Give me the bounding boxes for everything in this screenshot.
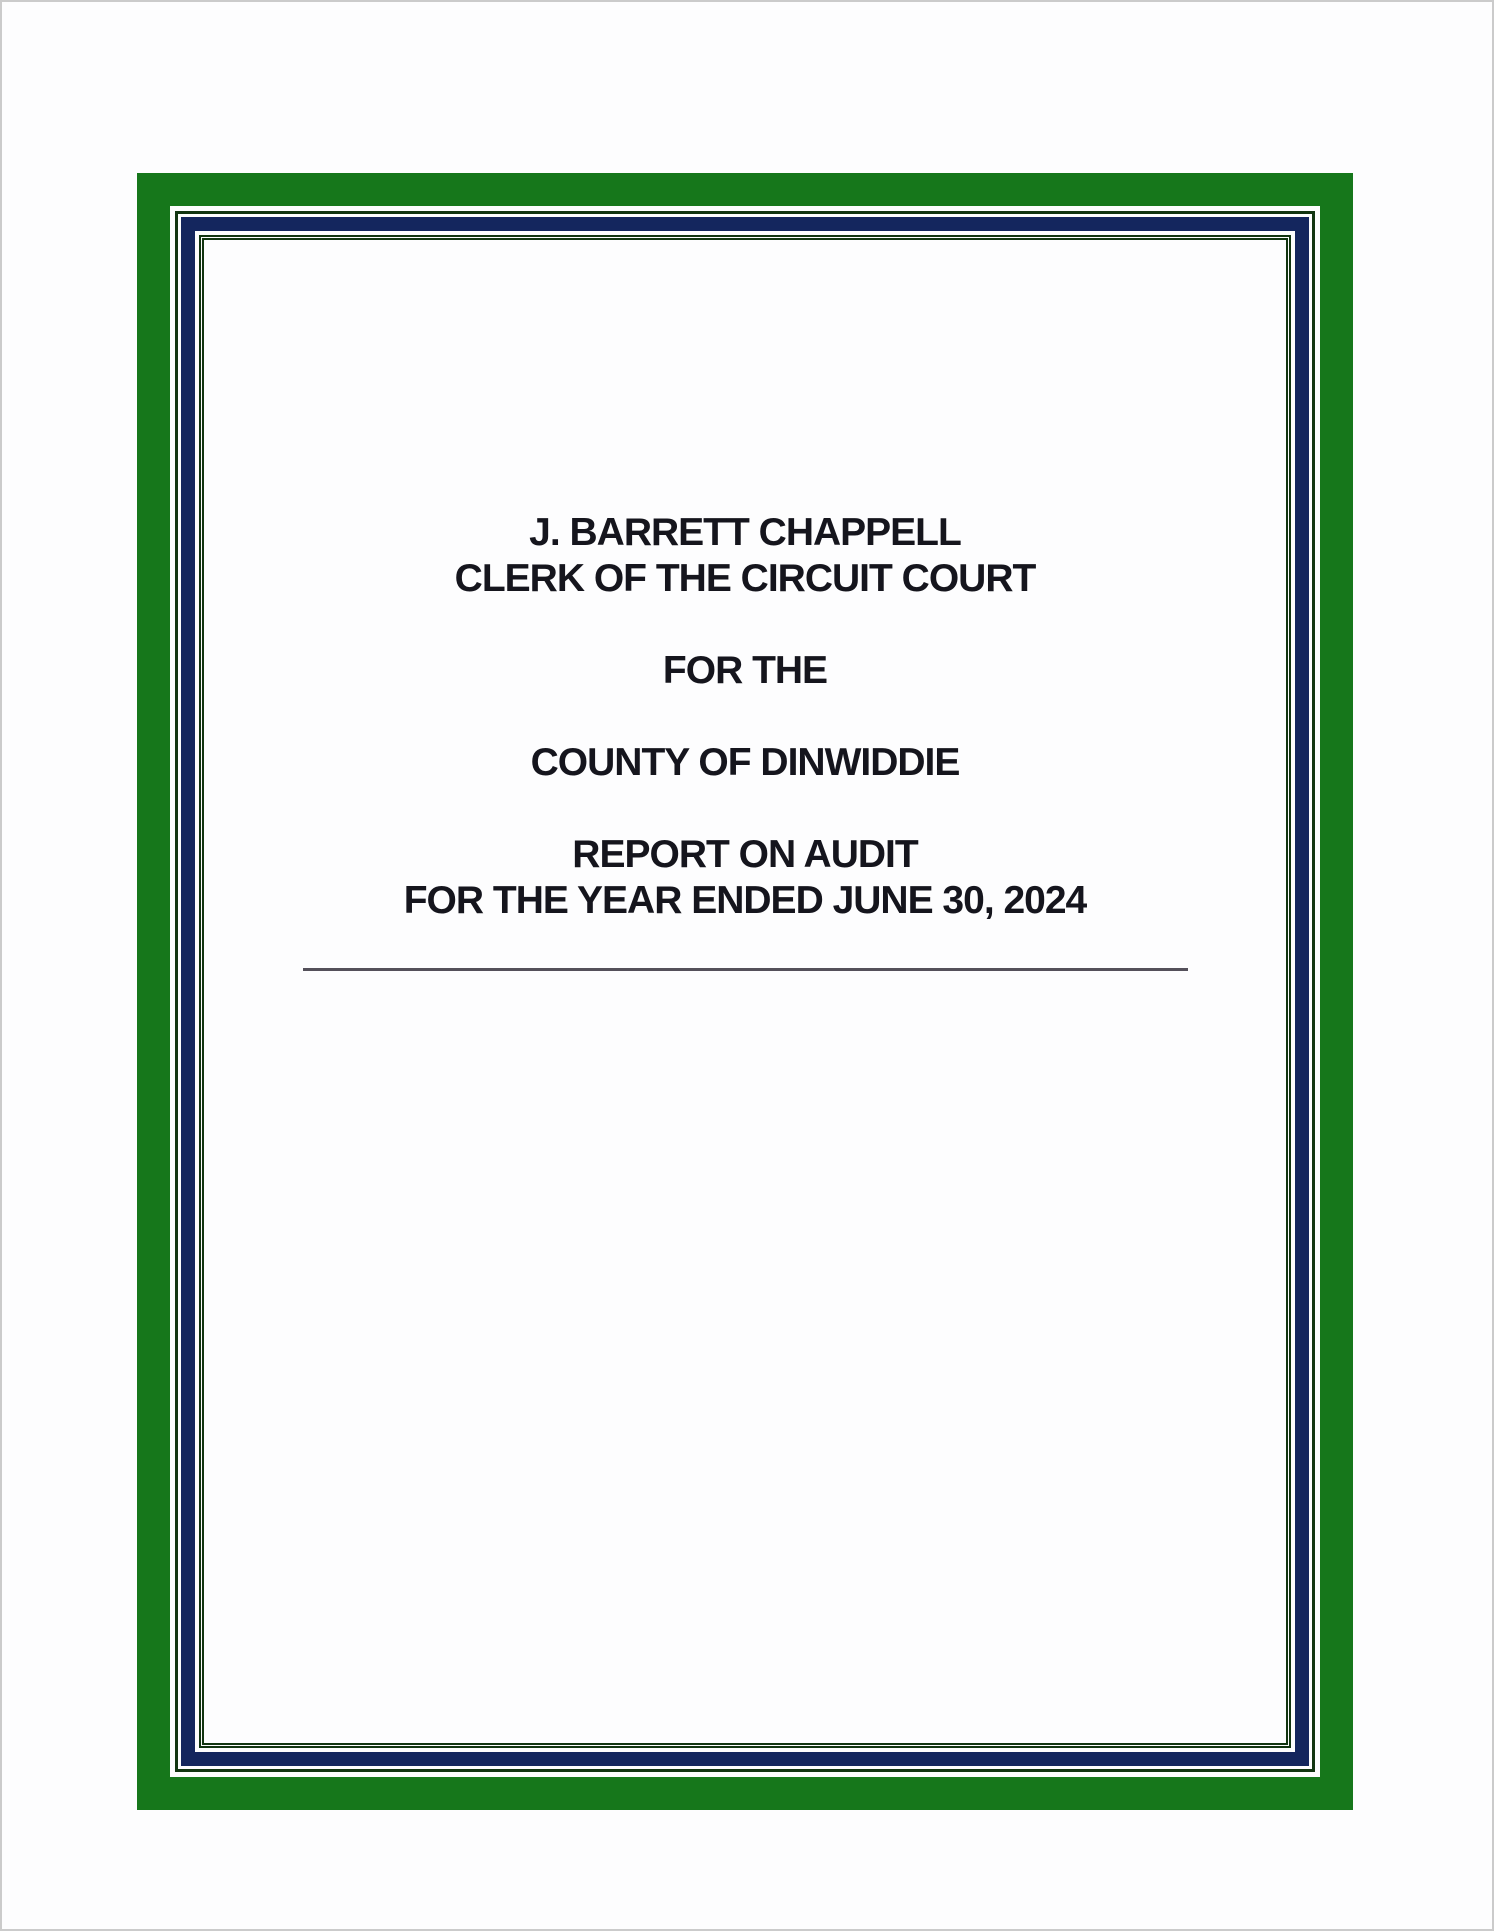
county-name-line: COUNTY OF DINWIDDIE <box>530 741 960 784</box>
divider-rule <box>303 968 1188 971</box>
clerk-name: J. BARRETT CHAPPELL <box>529 511 961 554</box>
cover-frame-thin-line-middle <box>199 235 1291 1748</box>
report-title-line: REPORT ON AUDIT <box>572 833 918 876</box>
cover-frame-navy-border <box>181 217 1309 1766</box>
cover-frame-thin-line-inner <box>202 238 1288 1745</box>
report-identity <box>204 832 1286 924</box>
cover-frame-thin-line-outer <box>175 211 1315 1772</box>
clerk-identity <box>204 510 1286 602</box>
for-the-line: FOR THE <box>662 649 828 692</box>
clerk-title: CLERK OF THE CIRCUIT COURT <box>454 557 1036 600</box>
report-period-line: FOR THE YEAR ENDED JUNE 30, 2024 <box>403 879 1087 922</box>
cover-frame-green-border <box>137 173 1353 1810</box>
cover-title-block <box>204 240 1286 1743</box>
